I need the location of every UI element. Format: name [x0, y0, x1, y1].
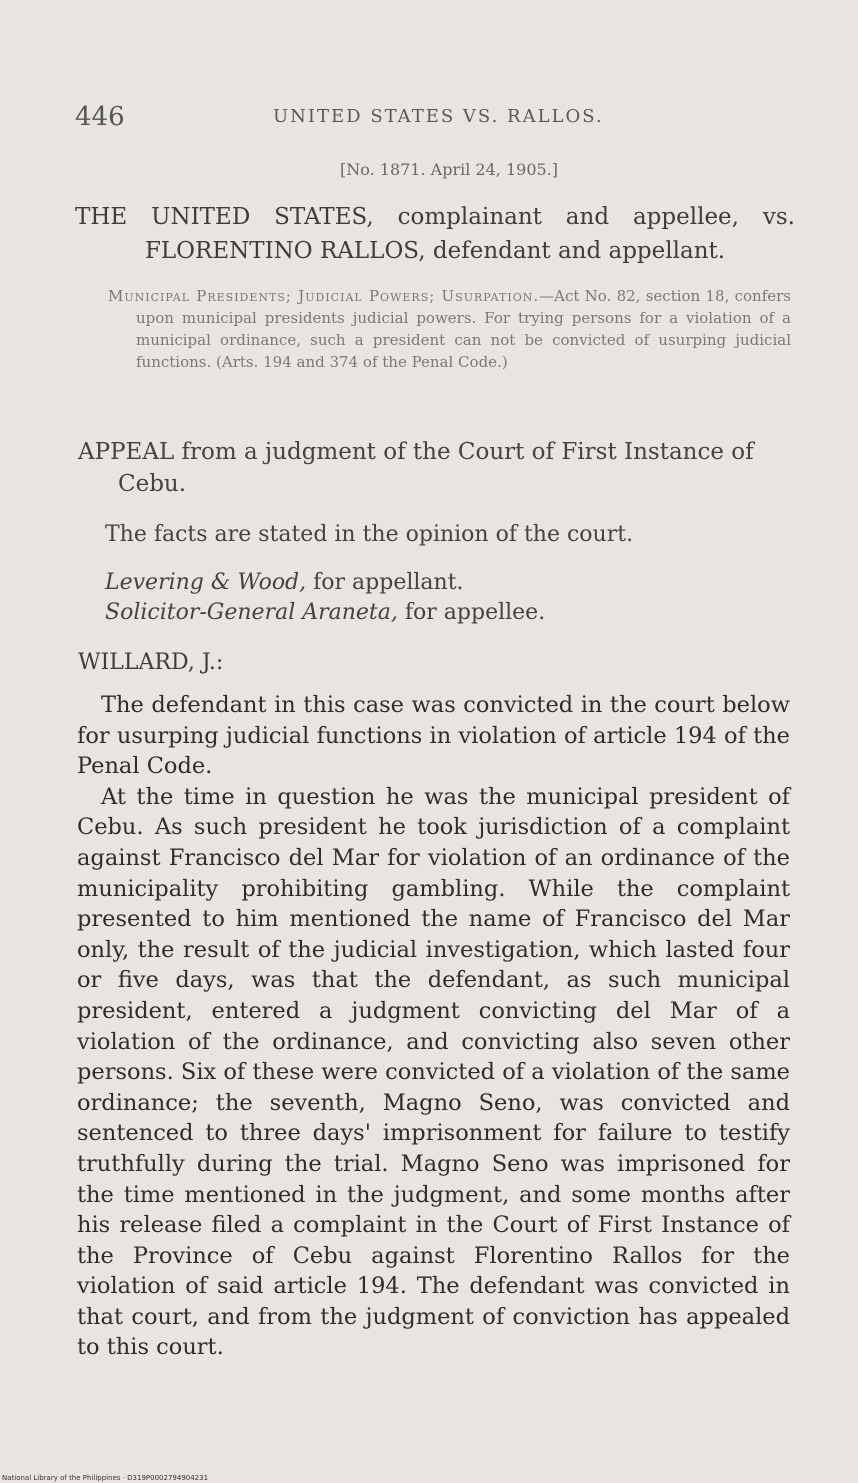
- counsel-name: Solicitor-General Araneta,: [105, 600, 398, 625]
- opinion-body: [77, 690, 790, 1363]
- appeal-text: APPEAL from a judgment of the Court of First Instance of Cebu.: [78, 439, 754, 497]
- scan-footer: National Library of the Philippines · D319P0002794904231: [2, 1474, 209, 1482]
- counsel-line: [105, 568, 795, 598]
- appeal-statement: [78, 436, 793, 500]
- counsel-name: Levering & Wood,: [105, 570, 307, 595]
- counsel-block: [105, 568, 795, 628]
- page-number: 446: [75, 102, 125, 132]
- syllabus: [108, 285, 791, 373]
- opinion-paragraph: At the time in question he was the municipal president of Cebu. As such president he took jurisdiction of a complaint against Francisco del Mar for violation of an ordinance of the municipality prohibiting gambling. While the complaint presented to him mentioned the name of Francisco del Mar only, the result of the judicial investigation, which lasted four or five days, was that the defendant, as such municipal president, entered a judgment convicting del Mar of a violation of the ordinance, and convicting also seven other persons. Six of these were convicted of a violation of the same ordinance; the seventh, Magno Seno, was convicted and sentenced to three days' imprisonment for failure to testify truthfully during the trial. Magno Seno was imprisoned for the time mentioned in the judgment, and some months after his release filed a complaint in the Court of First Instance of the Province of Cebu against Florentino Rallos for the violation of said article 194. The defendant was convicted in that court, and from the judgment of conviction has appealed to this court.: [77, 783, 790, 1361]
- running-title: UNITED STATES VS. RALLOS.: [273, 106, 604, 127]
- counsel-line: [105, 598, 795, 628]
- opinion-author: WILLARD, J.:: [78, 650, 224, 675]
- counsel-role: for appellant.: [313, 570, 464, 595]
- syllabus-text: —Act No. 82, section 18, confers upon municipal presidents judicial powers. For trying persons for a violation of a municipal ordinance, such a president can not be convicted of usurping judicial functions. (Arts. 194 and 374 of the Penal Code.): [136, 287, 792, 371]
- docket-line: [No. 1871. April 24, 1905.]: [340, 160, 558, 179]
- facts-statement: The facts are stated in the opinion of the court.: [105, 522, 634, 547]
- case-title: THE UNITED STATES, complainant and appellee, vs. FLORENTINO RALLOS, defendant and appellant.: [75, 204, 795, 264]
- counsel-role: for appellee.: [404, 600, 546, 625]
- page-header: [75, 102, 795, 132]
- opinion-paragraph: The defendant in this case was convicted in the court below for usurping judicial functions in violation of article 194 of the Penal Code.: [77, 692, 790, 780]
- syllabus-heading: Municipal Presidents; Judicial Powers; Usurpation.: [108, 287, 540, 305]
